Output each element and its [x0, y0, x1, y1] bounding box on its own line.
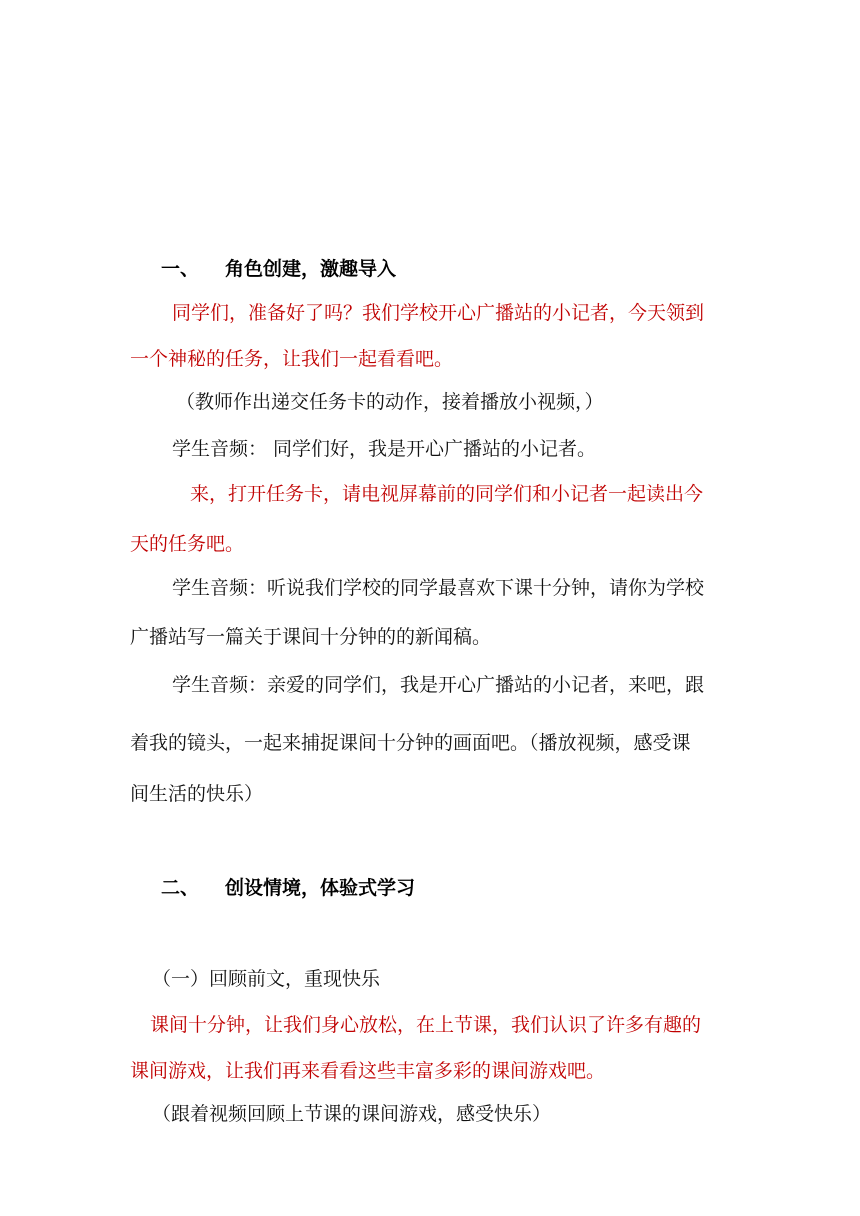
- subsection-heading: （一）回顾前文，重现快乐: [152, 968, 381, 990]
- section-number: 一、: [161, 258, 200, 280]
- section-number: 二、: [161, 877, 200, 899]
- paragraph-line: 学生音频：听说我们学校的同学最喜欢下课十分钟，请你为学校: [172, 577, 705, 599]
- paragraph-line: 广播站写一篇关于课间十分钟的的新闻稿。: [130, 626, 492, 648]
- paragraph-line: 课间游戏，让我们再来看看这些丰富多彩的课间游戏吧。: [130, 1060, 606, 1082]
- section-title: 创设情境，体验式学习: [225, 877, 416, 899]
- paragraph-line: （跟着视频回顾上节课的课间游戏，感受快乐）: [152, 1103, 552, 1125]
- paragraph-line: 间生活的快乐）: [130, 783, 264, 805]
- section-title: 角色创建，激趣导入: [225, 258, 397, 280]
- paragraph-line: 学生音频： 同学们好，我是开心广播站的小记者。: [172, 438, 597, 460]
- paragraph-line: （教师作出递交任务卡的动作，接着播放小视频，）: [176, 391, 604, 413]
- paragraph-line: 学生音频：亲爱的同学们，我是开心广播站的小记者，来吧，跟: [172, 674, 705, 696]
- section-heading-2: [161, 876, 415, 900]
- section-heading-1: [161, 257, 396, 281]
- paragraph-line: 同学们，准备好了吗？我们学校开心广播站的小记者，今天领到: [172, 302, 705, 324]
- paragraph-line: 课间十分钟，让我们身心放松，在上节课，我们认识了许多有趣的: [150, 1014, 702, 1036]
- paragraph-line: 天的任务吧。: [130, 533, 245, 555]
- paragraph-line: 来，打开任务卡，请电视屏幕前的同学们和小记者一起读出今: [190, 483, 704, 505]
- paragraph-line: 一个神秘的任务，让我们一起看看吧。: [130, 348, 454, 370]
- paragraph-line: 着我的镜头，一起来捕捉课间十分钟的画面吧。（播放视频，感受课: [130, 732, 691, 754]
